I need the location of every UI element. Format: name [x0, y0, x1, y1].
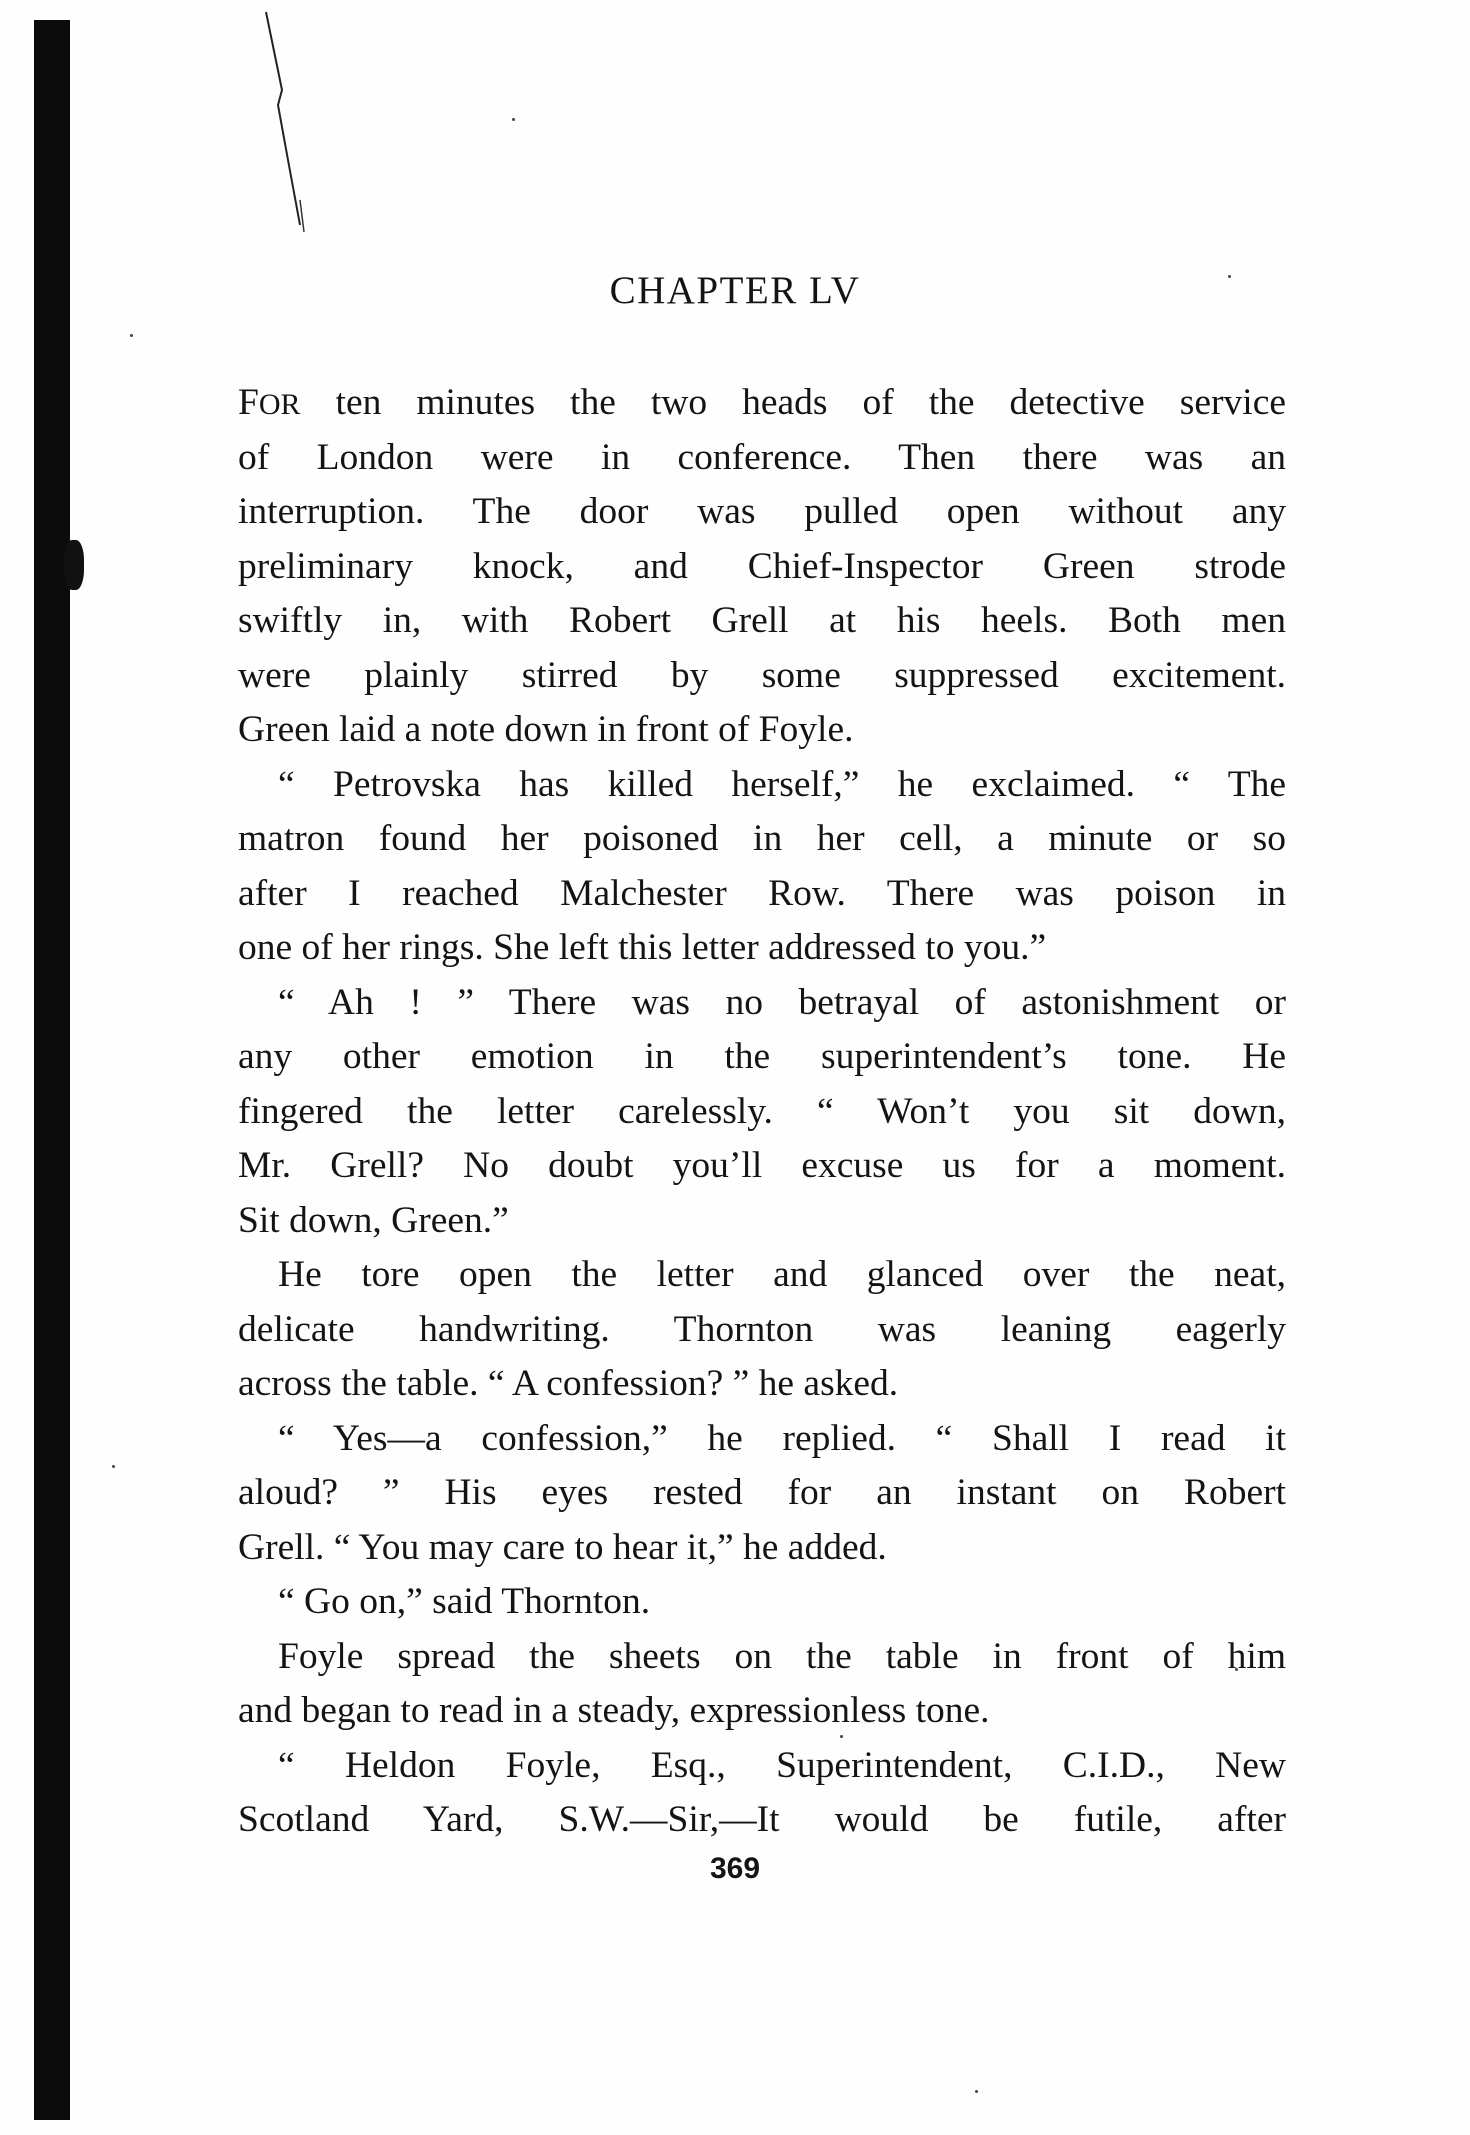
paper-speck — [112, 1465, 115, 1468]
text-line — [238, 976, 1286, 1031]
line-text: ten minutes the two heads of the detective service — [300, 382, 1286, 423]
paper-speck — [130, 334, 133, 337]
text-line — [238, 1575, 1286, 1630]
line-text: preliminary knock, and Chief-Inspector Green strode — [238, 545, 1286, 587]
paper-speck — [512, 118, 515, 121]
line-text: Grell. “ You may care to hear it,” he added. — [238, 1526, 887, 1568]
text-line — [238, 1303, 1286, 1358]
line-text: “ Go on,” said Thornton. — [278, 1581, 651, 1622]
paper-speck — [975, 2090, 978, 2093]
text-line — [238, 921, 1286, 976]
line-text: He tore open the letter and glanced over the neat, — [278, 1254, 1286, 1295]
text-line — [238, 1194, 1286, 1249]
text-line — [238, 594, 1286, 649]
line-text: across the table. “ A confession? ” he asked. — [238, 1363, 899, 1404]
line-text: Green laid a note down in front of Foyle. — [238, 709, 854, 750]
line-text: “ Petrovska has killed herself,” he exclaimed. “ The — [278, 763, 1286, 805]
chapter-title: CHAPTER LV — [609, 269, 861, 312]
line-text: Sit down, Green.” — [238, 1199, 509, 1241]
text-line — [238, 431, 1286, 486]
line-text: and began to read in a steady, expressionless tone. — [238, 1690, 990, 1731]
text-line — [238, 1466, 1286, 1521]
text-line — [238, 649, 1286, 704]
binding-edge — [34, 20, 70, 2120]
text-line — [238, 1684, 1286, 1739]
line-text: any other emotion in the superintendent’s tone. He — [238, 1036, 1286, 1077]
line-text: aloud? ” His eyes rested for an instant on Robert — [238, 1472, 1286, 1513]
text-line — [238, 1030, 1286, 1085]
line-text: were plainly stirred by some suppressed excitement. — [238, 654, 1286, 696]
line-text: Mr. Grell? No doubt you’ll excuse us for a moment. — [238, 1145, 1286, 1186]
text-line — [238, 812, 1286, 867]
text-line — [238, 1793, 1286, 1848]
line-text: Scotland Yard, S.W.—Sir,—It would be futile, after — [238, 1799, 1286, 1840]
text-line — [238, 485, 1286, 540]
text-line — [238, 1085, 1286, 1140]
text-line — [238, 1521, 1286, 1576]
text-line — [238, 1412, 1286, 1467]
line-text: “ Yes—a confession,” he replied. “ Shall I read it — [278, 1417, 1286, 1459]
text-line — [238, 1357, 1286, 1412]
text-line — [238, 1248, 1286, 1303]
pencil-mark — [252, 10, 332, 240]
line-text: Foyle spread the sheets on the table in front of him — [278, 1635, 1286, 1677]
text-line — [238, 1630, 1286, 1685]
text-line — [238, 703, 1286, 758]
line-text: matron found her poisoned in her cell, a minute or so — [238, 818, 1286, 859]
line-text: fingered the letter carelessly. “ Won’t you sit down, — [238, 1090, 1286, 1132]
line-text: of London were in conference. Then there was an — [238, 436, 1286, 478]
line-text: after I reached Malchester Row. There was poison in — [238, 872, 1286, 914]
line-text: “ Heldon Foyle, Esq., Superintendent, C.I.D., New — [278, 1744, 1286, 1786]
text-line — [238, 540, 1286, 595]
line-text: swiftly in, with Robert Grell at his heels. Both men — [238, 600, 1286, 641]
text-line — [238, 867, 1286, 922]
page-number: 369 — [709, 1852, 761, 1885]
line-text: one of her rings. She left this letter addressed to you.” — [238, 927, 1047, 968]
drop-lead-word: FOR — [238, 382, 301, 423]
line-text: interruption. The door was pulled open without any — [238, 491, 1286, 532]
text-line — [238, 376, 1286, 431]
text-line — [238, 1739, 1286, 1794]
text-line — [238, 758, 1286, 813]
line-text: “ Ah ! ” There was no betrayal of astonishment or — [278, 981, 1286, 1023]
chapter-text — [238, 376, 1286, 1848]
text-line — [238, 1139, 1286, 1194]
line-text: delicate handwriting. Thornton was leaning eagerly — [238, 1308, 1286, 1350]
